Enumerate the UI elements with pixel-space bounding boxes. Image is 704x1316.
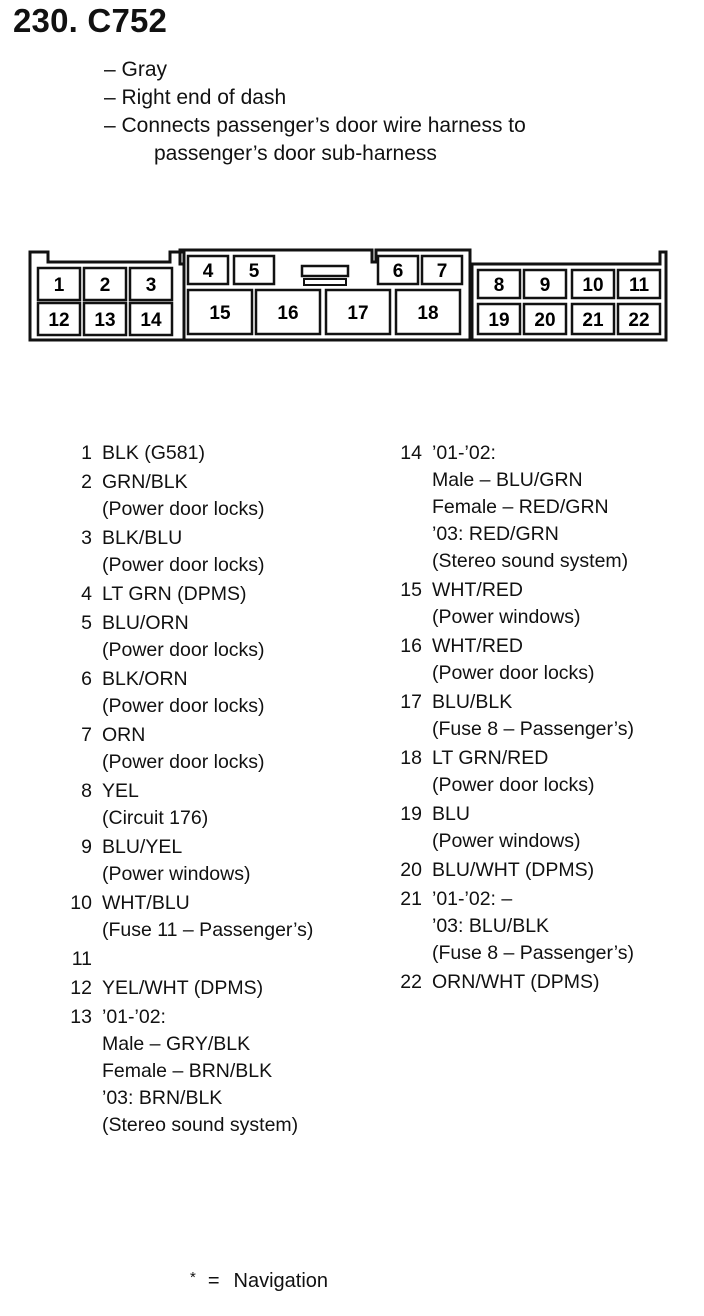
connector-id: C752 bbox=[87, 2, 168, 39]
pin-number: 22 bbox=[400, 971, 422, 993]
pin-description-line: BLK (G581) bbox=[102, 442, 205, 464]
pin-number: 7 bbox=[81, 724, 92, 746]
footnote-equals: = bbox=[207, 1270, 220, 1292]
pin-label-12: 12 bbox=[48, 310, 70, 331]
pin-description-line: ’01-’02: – bbox=[432, 888, 513, 910]
pin-description bbox=[102, 778, 208, 832]
pin-description-line: ’03: BLU/BLK bbox=[432, 915, 550, 937]
pin-number: 21 bbox=[400, 888, 422, 910]
pin-description-line: WHT/RED bbox=[432, 635, 523, 657]
pin-description-line: YEL/WHT (DPMS) bbox=[102, 977, 264, 999]
pin-description bbox=[102, 1004, 298, 1139]
detail-connects: – Connects passenger’s door wire harness to bbox=[104, 114, 526, 137]
pin-label-10: 10 bbox=[582, 275, 604, 296]
pin-description-line: (Fuse 11 – Passenger’s) bbox=[102, 919, 314, 941]
pin-number: 17 bbox=[400, 691, 422, 713]
pin-label-17: 17 bbox=[347, 303, 369, 324]
pin-description-line: ’01-’02: bbox=[102, 1006, 166, 1028]
pin-description-line: (Stereo sound system) bbox=[102, 1114, 299, 1136]
pin-description bbox=[102, 834, 250, 888]
pin-number: 10 bbox=[70, 892, 92, 914]
pin-description bbox=[102, 975, 263, 1002]
pin-description bbox=[432, 745, 595, 799]
pin-description bbox=[102, 440, 205, 467]
pin-number: 9 bbox=[81, 836, 92, 858]
pin-number: 15 bbox=[400, 579, 422, 601]
pin-label-13: 13 bbox=[94, 310, 116, 331]
detail-location: – Right end of dash bbox=[104, 86, 287, 109]
pin-description bbox=[432, 969, 600, 996]
pin-number: 14 bbox=[400, 442, 422, 464]
footnote-symbol: * bbox=[190, 1269, 196, 1286]
pin-number: 4 bbox=[81, 583, 92, 605]
pin-number: 6 bbox=[81, 668, 92, 690]
pin-description-line: Male – BLU/GRN bbox=[432, 469, 583, 491]
pin-description bbox=[432, 886, 634, 967]
pin-description-line: ORN/WHT (DPMS) bbox=[432, 971, 600, 993]
pin-description-line: (Power door locks) bbox=[432, 774, 595, 796]
pin-description bbox=[432, 689, 634, 743]
pin-label-20: 20 bbox=[534, 310, 556, 331]
pin-description-line: BLU/ORN bbox=[102, 612, 189, 634]
pin-label-9: 9 bbox=[539, 275, 551, 296]
pin-number: 8 bbox=[81, 780, 92, 802]
pin-label-5: 5 bbox=[248, 261, 260, 282]
pin-description-line: (Power door locks) bbox=[102, 751, 265, 773]
pin-description bbox=[102, 525, 265, 579]
pin-description bbox=[102, 722, 265, 776]
pin-description-line: GRN/BLK bbox=[102, 471, 188, 493]
footnote bbox=[190, 1270, 328, 1293]
pin-description-line: ORN bbox=[102, 724, 146, 746]
pin-description-line: LT GRN (DPMS) bbox=[102, 583, 247, 605]
pin-label-8: 8 bbox=[493, 275, 505, 296]
pin-label-6: 6 bbox=[392, 261, 404, 282]
pin-label-22: 22 bbox=[628, 310, 650, 331]
pin-label-19: 19 bbox=[488, 310, 510, 331]
pin-description-line: WHT/BLU bbox=[102, 892, 190, 914]
pin-description-line: (Power door locks) bbox=[102, 639, 265, 661]
pin-label-21: 21 bbox=[582, 310, 604, 331]
pin-description-line: LT GRN/RED bbox=[432, 747, 549, 769]
pin-description-line: ’03: BRN/BLK bbox=[102, 1087, 223, 1109]
pin-description-line: ’01-’02: bbox=[432, 442, 496, 464]
pin-label-14: 14 bbox=[140, 310, 162, 331]
pin-label-15: 15 bbox=[209, 303, 231, 324]
pin-description-line: (Fuse 8 – Passenger’s) bbox=[432, 942, 634, 964]
pin-description bbox=[102, 581, 246, 608]
pin-description-line: BLK/ORN bbox=[102, 668, 188, 690]
pin-description bbox=[432, 857, 594, 884]
pin-description-line: (Power windows) bbox=[432, 830, 581, 852]
pin-description-line: (Power windows) bbox=[102, 863, 251, 885]
pin-description bbox=[102, 610, 265, 664]
detail-connects-cont: passenger’s door sub-harness bbox=[154, 142, 437, 165]
pin-description-line: Male – GRY/BLK bbox=[102, 1033, 251, 1055]
pin-description-line: BLU bbox=[432, 803, 470, 825]
pin-label-16: 16 bbox=[277, 303, 299, 324]
pin-description bbox=[102, 946, 107, 973]
connector-number: 230. bbox=[13, 2, 79, 39]
connector-latch bbox=[302, 266, 348, 276]
pin-description bbox=[432, 801, 580, 855]
pin-label-18: 18 bbox=[417, 303, 439, 324]
pin-description-line: WHT/RED bbox=[432, 579, 523, 601]
pin-description bbox=[102, 666, 265, 720]
pin-description bbox=[102, 469, 265, 523]
pin-label-2: 2 bbox=[99, 275, 111, 296]
pin-description-line: Female – RED/GRN bbox=[432, 496, 609, 518]
pin-number: 16 bbox=[400, 635, 422, 657]
pin-description-line bbox=[102, 946, 107, 973]
pin-description-line: (Power windows) bbox=[432, 606, 581, 628]
pin-number: 20 bbox=[400, 859, 422, 881]
pin-description bbox=[432, 440, 628, 575]
pin-number: 18 bbox=[400, 747, 422, 769]
pin-label-11: 11 bbox=[628, 275, 650, 296]
pin-description bbox=[432, 577, 580, 631]
pin-number: 1 bbox=[81, 442, 92, 464]
pin-label-7: 7 bbox=[436, 261, 448, 282]
pin-description-line: (Circuit 176) bbox=[102, 807, 209, 829]
pin-description-line: Female – BRN/BLK bbox=[102, 1060, 273, 1082]
pin-description-line: (Power door locks) bbox=[102, 695, 265, 717]
pin-label-3: 3 bbox=[145, 275, 157, 296]
pin-number: 3 bbox=[81, 527, 92, 549]
pin-description-line: BLU/BLK bbox=[432, 691, 513, 713]
pin-number: 2 bbox=[81, 471, 92, 493]
pin-number: 12 bbox=[70, 977, 92, 999]
pin-description-line: (Power door locks) bbox=[102, 554, 265, 576]
detail-color: – Gray bbox=[104, 58, 168, 81]
pin-number: 5 bbox=[81, 612, 92, 634]
footnote-text: Navigation bbox=[233, 1270, 329, 1292]
pin-description-line: (Stereo sound system) bbox=[432, 550, 629, 572]
connector-face-diagram bbox=[0, 0, 704, 400]
pin-label-4: 4 bbox=[202, 261, 214, 282]
pin-number: 11 bbox=[71, 948, 92, 970]
pin-description-line: (Power door locks) bbox=[102, 498, 265, 520]
pin-description-line: YEL bbox=[102, 780, 139, 802]
pin-description-line: (Fuse 8 – Passenger’s) bbox=[432, 718, 634, 740]
pin-description bbox=[102, 890, 313, 944]
pin-description bbox=[432, 633, 595, 687]
pin-description-line: (Power door locks) bbox=[432, 662, 595, 684]
pin-number: 19 bbox=[400, 803, 422, 825]
pin-number: 13 bbox=[70, 1006, 92, 1028]
pin-label-1: 1 bbox=[53, 275, 65, 296]
pin-description-line: BLU/WHT (DPMS) bbox=[432, 859, 595, 881]
pin-description-line: BLU/YEL bbox=[102, 836, 183, 858]
pin-description-line: ’03: RED/GRN bbox=[432, 523, 559, 545]
pin-description-line: BLK/BLU bbox=[102, 527, 183, 549]
